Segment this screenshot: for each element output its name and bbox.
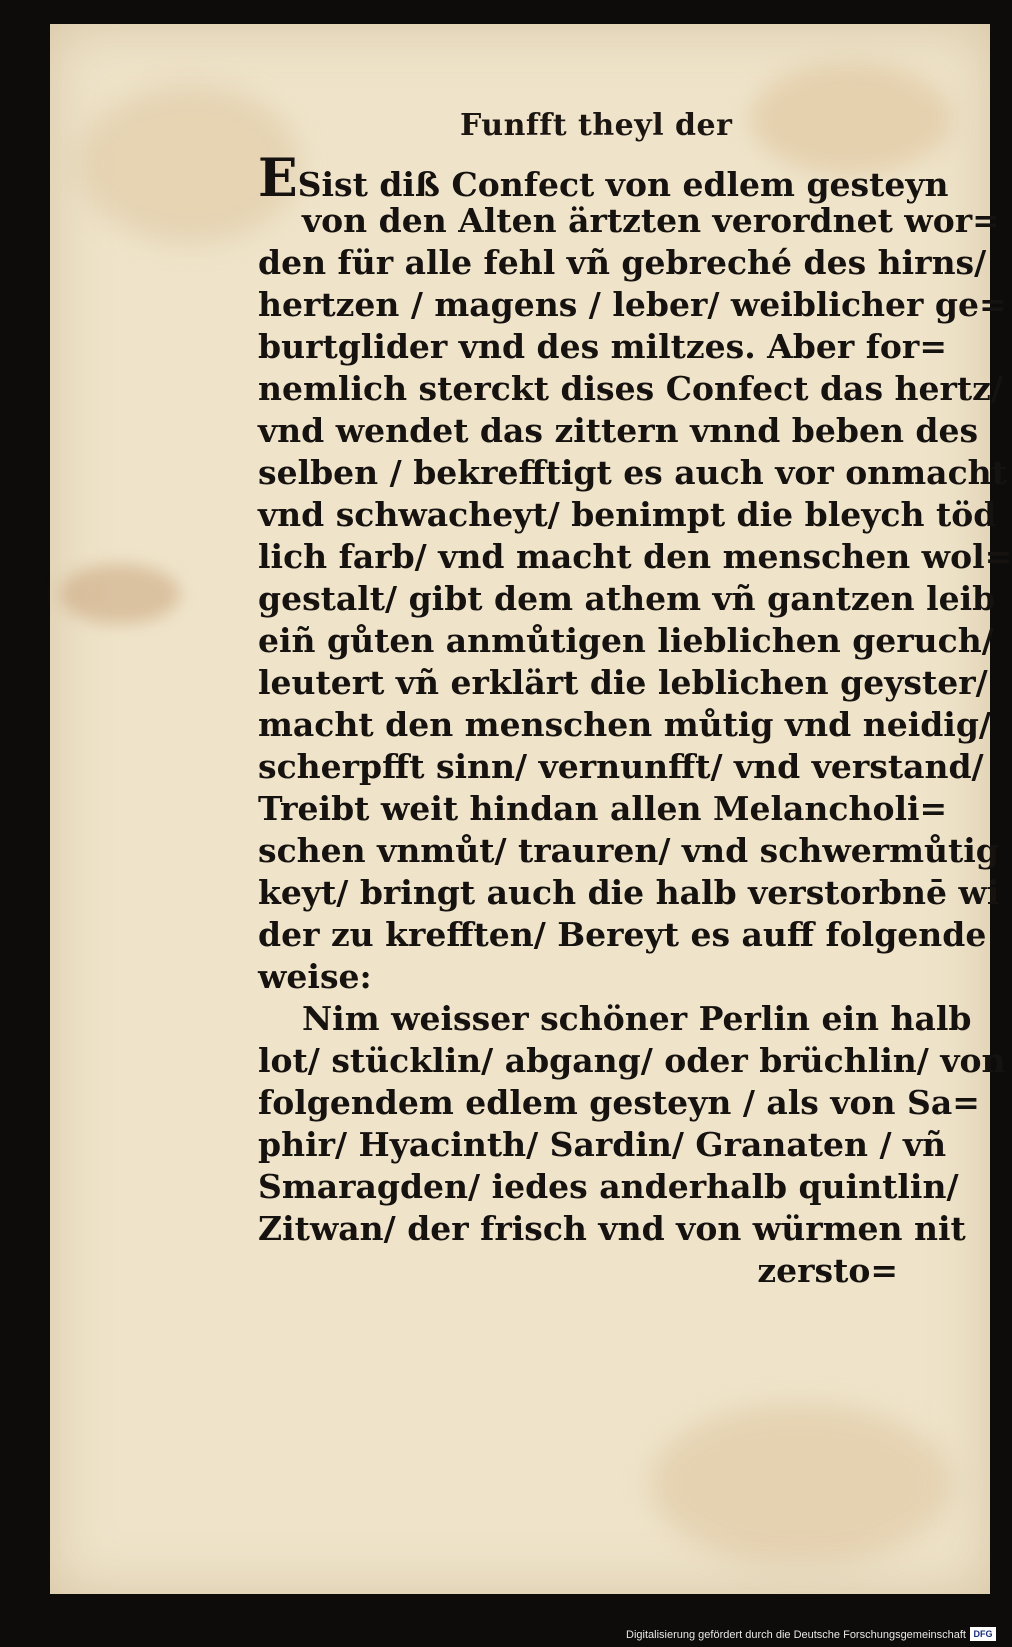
text-line: Nim weisser schöner Perlin ein halb — [302, 999, 972, 1038]
text-line: keyt/ bringt auch die halb verstorbnē wi — [258, 873, 1000, 912]
text-line: phir/ Hyacinth/ Sardin/ Granaten / vñ — [258, 1125, 947, 1164]
text-line: leutert vñ erklärt die leblichen geyster/ — [258, 663, 988, 702]
text-line: gestalt/ gibt dem athem vñ gantzen leib — [258, 579, 996, 618]
paper-stain — [650, 1404, 950, 1564]
paper-stain — [60, 564, 180, 624]
text-line: weise: — [258, 957, 372, 996]
text-line: Zitwan/ der frisch vnd von würmen nit — [258, 1209, 966, 1248]
text-line: lot/ stücklin/ abgang/ oder brüchlin/ von — [258, 1041, 1006, 1080]
footer-bar — [0, 1615, 1000, 1647]
text-line: macht den menschen můtig vnd neidig/ — [258, 705, 991, 744]
text-line: vnd schwacheyt/ benimpt die bleych töd — [258, 495, 997, 534]
text-line: burtglider vnd des miltzes. Aber for= — [258, 327, 947, 366]
initial-letter: E — [258, 148, 298, 209]
text-line: den für alle fehl vñ gebreché des hirns/ — [258, 243, 987, 282]
catchword: zersto= — [757, 1251, 898, 1290]
body-text — [258, 148, 1012, 1292]
running-head: Funfft theyl der — [460, 108, 733, 143]
text-line: von den Alten ärtzten verordnet wor= — [302, 201, 1000, 240]
text-line: selben / bekrefftigt es auch vor onmacht — [258, 453, 1007, 492]
text-line: vnd wendet das zittern vnnd beben des — [258, 411, 979, 450]
text-line: hertzen / magens / leber/ weiblicher ge= — [258, 285, 1007, 324]
text-line: der zu krefften/ Bereyt es auff folgende — [258, 915, 987, 954]
dfg-logo: DFG — [970, 1627, 996, 1641]
funding-credit: Digitalisierung gefördert durch die Deutsche Forschungsgemeinschaft — [626, 1629, 966, 1641]
text-line: scherpfft sinn/ vernunfft/ vnd verstand/ — [258, 747, 984, 786]
text-line: Treibt weit hindan allen Melancholi= — [258, 789, 948, 828]
text-line: ESist diß Confect von edlem gesteyn — [258, 148, 949, 209]
text-line: eiñ gůten anmůtigen lieblichen geruch/ — [258, 621, 994, 660]
text-line: Smaragden/ iedes anderhalb quintlin/ — [258, 1167, 959, 1206]
text-line: lich farb/ vnd macht den menschen wol= — [258, 537, 1012, 576]
text-line: schen vnmůt/ trauren/ vnd schwermůtig — [258, 831, 999, 870]
text-line: nemlich sterckt dises Confect das hertz/ — [258, 369, 1003, 408]
text-line: folgendem edlem gesteyn / als von Sa= — [258, 1083, 980, 1122]
